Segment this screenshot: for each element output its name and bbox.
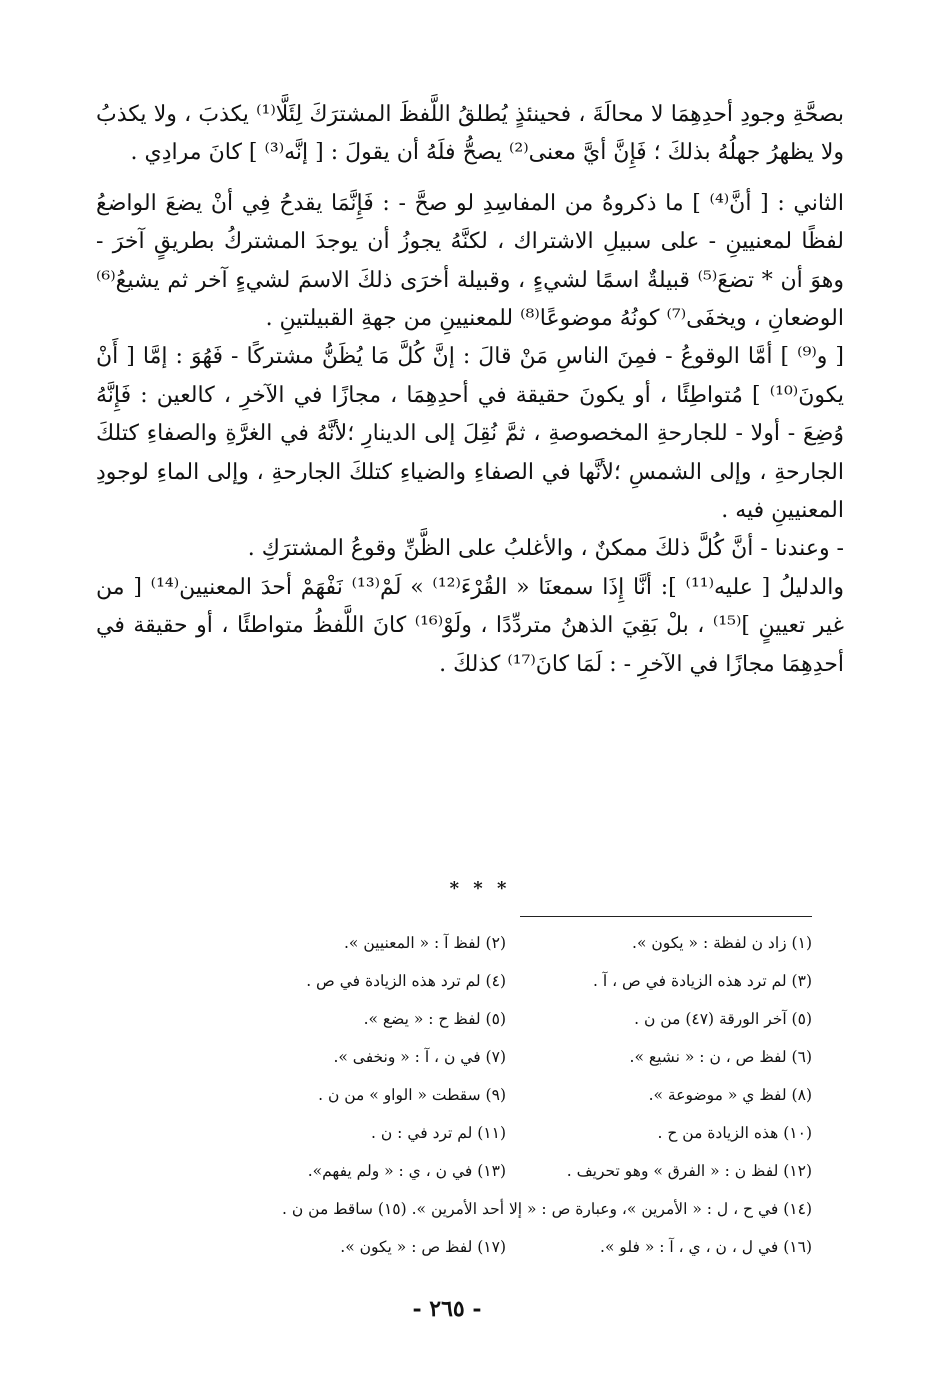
footnotes bbox=[200, 924, 812, 1266]
footnote-11: (١١) لم ترد في : ن . bbox=[371, 1124, 506, 1142]
paragraph-1: بصحَّةِ وجودِ أحدِهِمَا لا محالَةَ ، فحينئذٍ يُطلقُ اللَّفظَ المشترَكَ لِئَلَّا⁽¹⁾ يكذبَ ، ولا يكذبُ ولا يظهرُ جهلُهُ بذلكَ ؛ فَإِنَّ أيَّ معنى⁽²⁾ يصحُّ فلَهُ أن يقولَ : [ إنَّه⁽³⁾ ] كانَ مرادِي . bbox=[96, 102, 844, 166]
footnote-16: (١٦) في ل ، ن ، ي ، آ : « فلو ». bbox=[600, 1238, 812, 1256]
paragraph-4: - وعندنا - أنَّ كُلَّ ذلكَ ممكنٌ ، والأغلبُ على الظَّنِّ وقوعُ المشترَكِ . bbox=[247, 536, 844, 562]
footnote-4: (٤) لم ترد هذه الزيادة في ص . bbox=[306, 972, 506, 990]
page-number: - ٢٦٥ - bbox=[412, 1296, 482, 1322]
footnote-row bbox=[200, 1076, 812, 1114]
footnote-rule bbox=[520, 916, 812, 917]
footnote-8: (٨) لفظ ي « موضوعة ». bbox=[648, 1086, 812, 1104]
footnote-6: (٦) لفظ ص ، ن : « نشيع ». bbox=[629, 1048, 812, 1066]
footnote-row bbox=[200, 1228, 812, 1266]
paragraph-3: [ و⁽⁹⁾ ] أمَّا الوقوعُ - فمِنَ الناسِ مَنْ قالَ : إنَّ كُلَّ مَا يُظَنُّ مشتركًا - فَهُوَ : إمَّا [ أَنْ يكونَ⁽¹⁰⁾ ] مُتواطِئًا ، أو يكونَ حقيقة في أحدِهِمَا ، مجازًا في الآخرِ ، كالعين : فَإِنَّهُ وُضِعَ - أولا - للجارحةِ المخصوصةِ ، ثمَّ نُقِلَ إلى الدينارِ ؛لأنَّهُ في الغرَّةِ والصفاءِ كتلكَ الجارحةِ ، وإلى الشمسِ ؛لأنَّها في الصفاءِ والضياءِ كتلكَ الجارحةِ ، وإلى الماءِ لوجودِ المعنيينِ فيه . bbox=[96, 344, 844, 524]
footnote-row bbox=[200, 1114, 812, 1152]
footnote-10: (١٠) هذه الزيادة من ح . bbox=[657, 1124, 812, 1142]
footnote-row bbox=[200, 1000, 812, 1038]
footnote-17: (١٧) لفظ ص : « يكون ». bbox=[340, 1238, 506, 1256]
footnote-row bbox=[200, 962, 812, 1000]
paragraph-5: والدليلُ [ عليه⁽¹¹⁾ ]: أنَّا إِذَا سمعنَا « القُرْءَ⁽¹²⁾ » لَمْ⁽¹³⁾ نَفْهَمْ أحدَ المعنيين⁽¹⁴⁾ [ من غير تعيينٍ ]⁽¹⁵⁾ ، بلْ بَقِيَ الذهنُ متردِّدًا ، ولَوْ⁽¹⁶⁾ كانَ اللَّفظُ متواطئًا ، أو حقيقة في أحدِهِمَا مجازًا في الآخرِ - : لَمَا كانَ⁽¹⁷⁾ كذلكَ . bbox=[96, 574, 845, 677]
footnote-12: (١٢) لفظ ن : « الفرق » وهو تحريف . bbox=[566, 1162, 812, 1180]
footnote-row bbox=[200, 924, 812, 962]
section-separator: * * * bbox=[449, 878, 511, 899]
footnote-9: (٩) سقطت « الواو » من ن . bbox=[318, 1086, 506, 1104]
main-text bbox=[96, 96, 844, 684]
footnote-5a: (٥) آخر الورقة (٤٧) من ن . bbox=[634, 1010, 812, 1028]
footnote-1: (١) زاد ن لفظة : « يكون ». bbox=[632, 934, 812, 952]
footnote-13: (١٣) في ن ، ي : « ولم يفهم». bbox=[307, 1162, 506, 1180]
footnote-3: (٣) لم ترد هذه الزيادة في ص ، آ . bbox=[593, 972, 812, 990]
footnote-row bbox=[200, 1190, 812, 1228]
footnote-2: (٢) لفظ آ : « المعنيين ». bbox=[344, 934, 506, 952]
footnote-5b: (٥) لفظ ح : « يضع ». bbox=[363, 1010, 506, 1028]
footnote-row bbox=[200, 1038, 812, 1076]
footnote-14-15: (١٤) في ح ، ل : « الأمرين »، وعبارة ص : « إلا أحد الأمرين ». (١٥) ساقط من ن . bbox=[281, 1200, 812, 1218]
footnote-row bbox=[200, 1152, 812, 1190]
paragraph-2: الثاني : [ أنَّ⁽⁴⁾ ] ما ذكروهُ من المفاسِدِ لو صحَّ - : فَإِنَّمَا يقدحُ فِي أنْ يضعَ الواضعُ لفظًا لمعنيينِ - على سبيلِ الاشتراك ، لكنَّهُ يجوزُ أن يوجدَ المشتركُ بطريقٍ آخرَ - وهوَ أن * تضعَ⁽⁵⁾ قبيلةٌ اسمًا لشيءٍ ، وقبيلة أخرَى ذلكَ الاسمَ لشيءٍ آخر ثم يشيعُ⁽⁶⁾ الوضعانِ ، ويخفَى⁽⁷⁾ كونُهُ موضوعًا⁽⁸⁾ للمعنيينِ من جهةِ القبيلتينِ . bbox=[96, 190, 844, 332]
footnote-7: (٧) في ن ، آ : « ونخفى ». bbox=[333, 1048, 506, 1066]
